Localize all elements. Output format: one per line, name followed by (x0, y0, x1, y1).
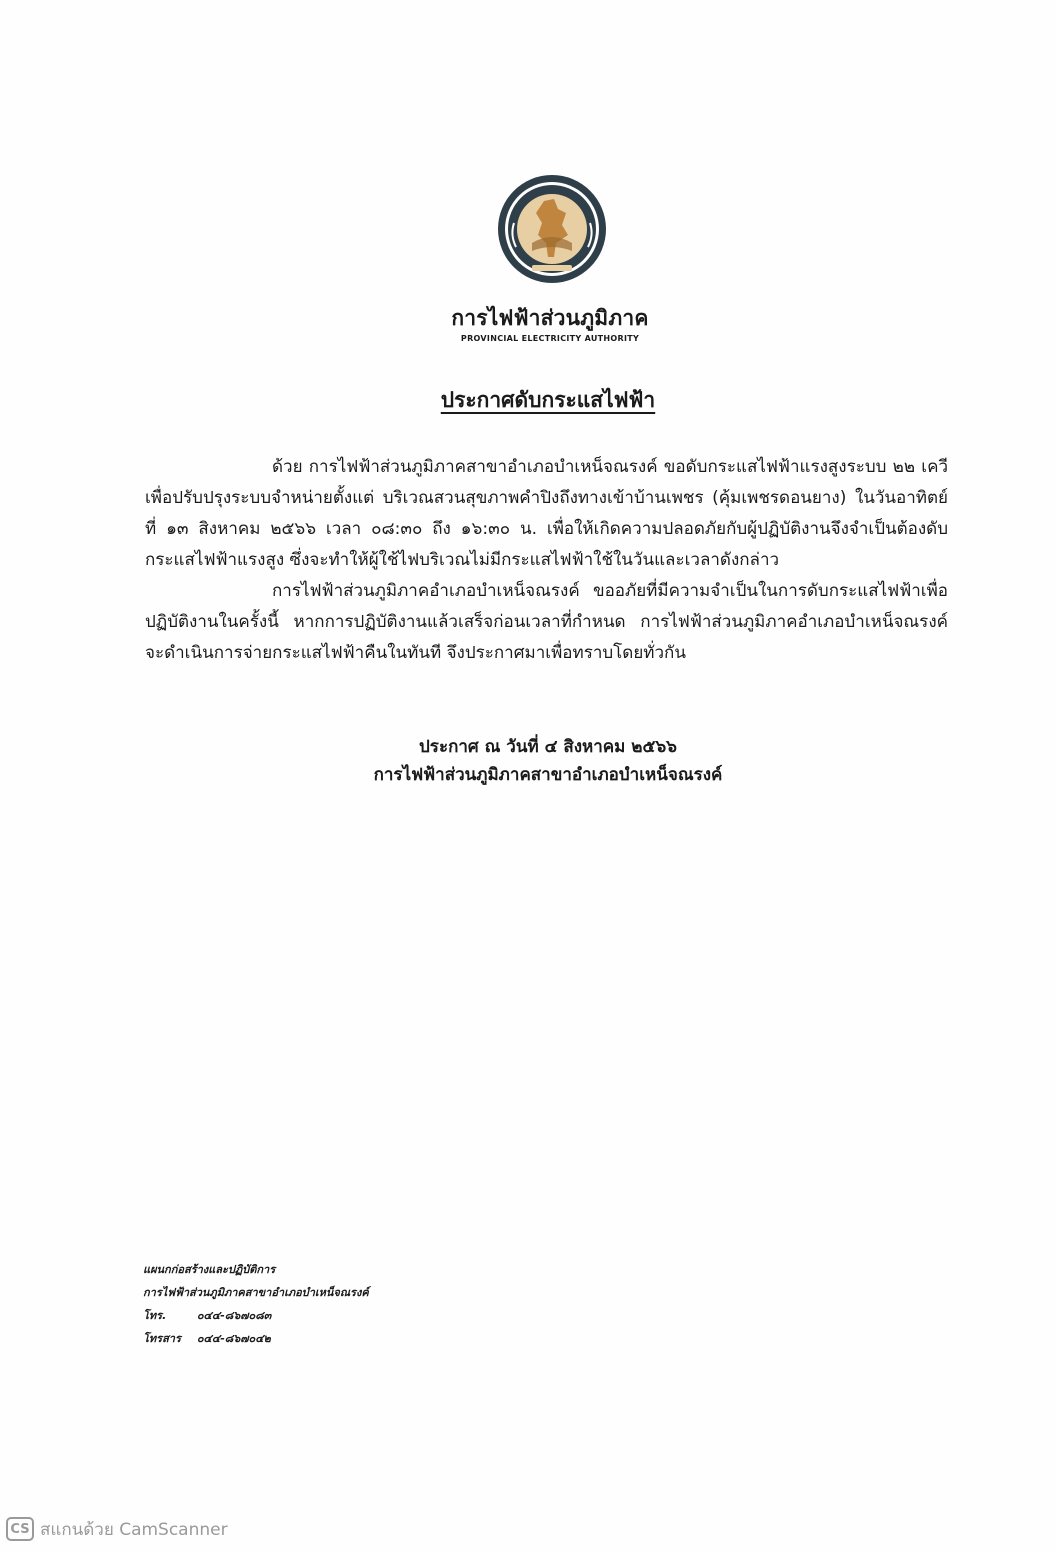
pea-seal-icon (496, 173, 608, 285)
contact-phone-row (143, 1304, 369, 1327)
notice-paragraph-1: ด้วย การไฟฟ้าส่วนภูมิภาคสาขาอำเภอบำเหน็จณรงค์ ขอดับกระแสไฟฟ้าแรงสูงระบบ ๒๒ เควี เพื่อปรับปรุงระบบจำหน่ายตั้งแต่ บริเวณสวนสุขภาพคำปิงถึงทางเข้าบ้านเพชร (คุ้มเพชรดอนยาง) ในวันอาทิตย์ ที่ ๑๓ สิงหาคม ๒๕๖๖ เวลา ๐๘:๓๐ ถึง ๑๖:๓๐ น. เพื่อให้เกิดความปลอดภัยกับผู้ปฏิบัติงานจึงจำเป็นต้องดับกระแสไฟฟ้าแรงสูง ซึ่งจะทำให้ผู้ใช้ไฟบริเวณไม่มีกระแสไฟฟ้าใช้ในวันและเวลาดังกล่าว (145, 457, 948, 570)
phone-number: ๐๔๔-๘๖๗๐๘๓ (196, 1309, 272, 1322)
notice-title: ประกาศดับกระแสไฟฟ้า (440, 388, 656, 412)
camscanner-watermark (6, 1515, 228, 1543)
contact-office: การไฟฟ้าส่วนภูมิภาคสาขาอำเภอบำเหน็จณรงค์ (143, 1286, 369, 1299)
notice-paragraph-2: การไฟฟ้าส่วนภูมิภาคอำเภอบำเหน็จณรงค์ ขออภัยที่มีความจำเป็นในการดับกระแสไฟฟ้าเพื่อปฏิบัติงานในครั้งนี้ หากการปฏิบัติงานแล้วเสร็จก่อนเวลาที่กำหนด การไฟฟ้าส่วนภูมิภาคอำเภอบำเหน็จณรงค์จะดำเนินการจ่ายกระแสไฟฟ้าคืนในทันที จึงประกาศมาเพื่อทราบโดยทั่วกัน (145, 581, 948, 663)
contact-block (143, 1258, 369, 1350)
phone-label: โทร. (143, 1309, 167, 1322)
fax-label: โทรสาร (143, 1332, 181, 1345)
watermark-text: สแกนด้วย CamScanner (40, 1519, 228, 1540)
org-name-english: PROVINCIAL ELECTRICITY AUTHORITY (460, 334, 640, 343)
fax-number: ๐๔๔-๘๖๗๐๔๒ (196, 1332, 271, 1345)
contact-department: แผนกก่อสร้างและปฏิบัติการ (143, 1263, 276, 1276)
org-name-thai: การไฟฟ้าส่วนภูมิภาค (451, 306, 649, 330)
contact-fax-row (143, 1327, 369, 1350)
camscanner-logo-icon: CS (6, 1517, 34, 1541)
announcement-date: ประกาศ ณ วันที่ ๔ สิงหาคม ๒๕๖๖ (419, 737, 677, 757)
issuer-name: การไฟฟ้าส่วนภูมิภาคสาขาอำเภอบำเหน็จณรงค์ (373, 765, 723, 785)
